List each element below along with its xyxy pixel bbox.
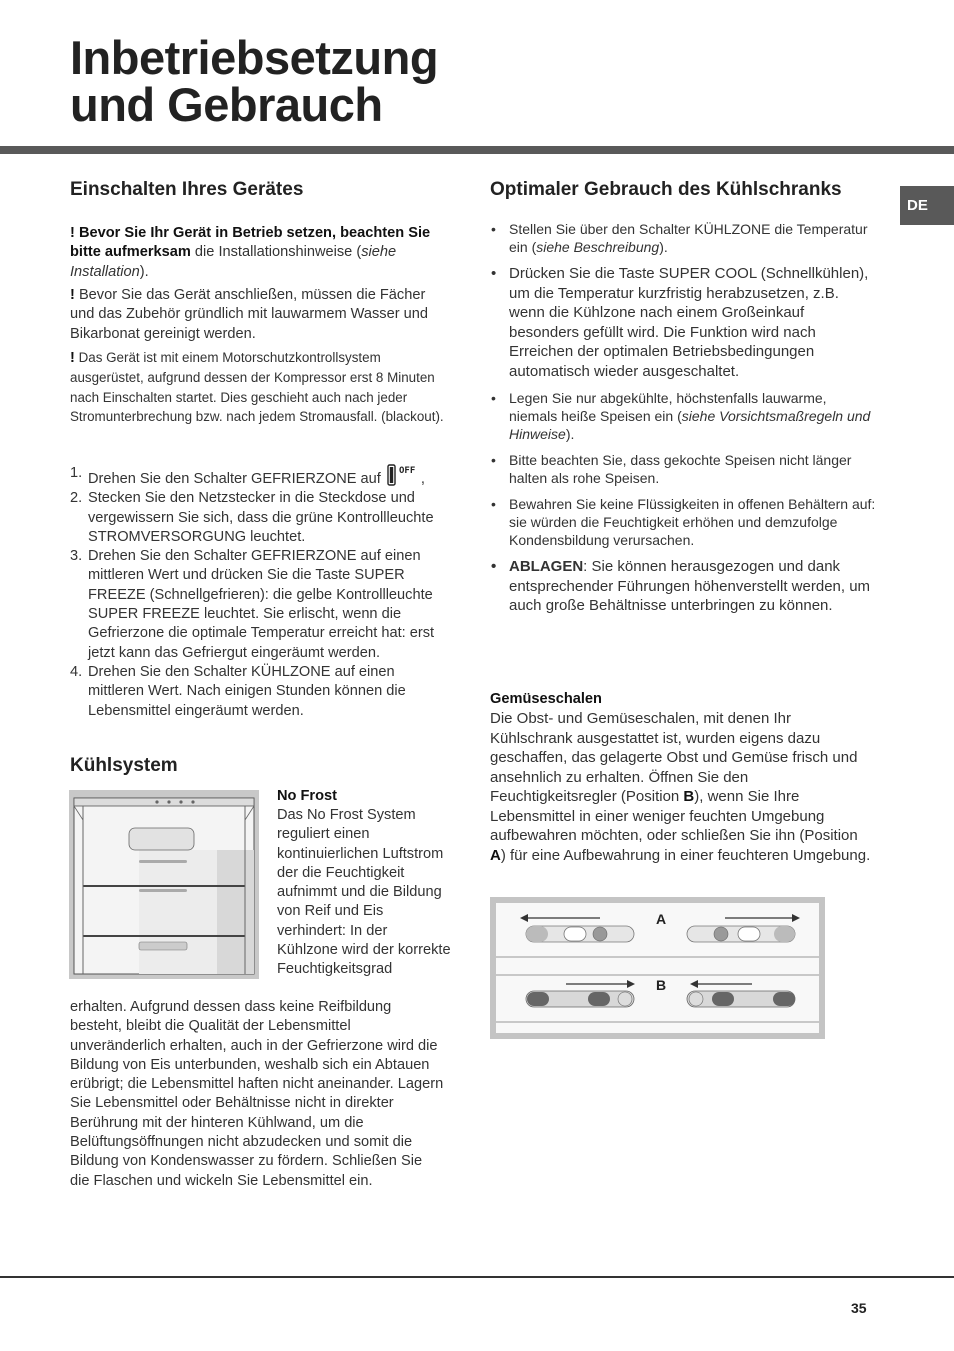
warning-paragraph-2 xyxy=(70,286,445,344)
step-text: Drehen Sie den Schalter KÜHLZONE auf einen mittleren Wert. Nach einigen Stunden können die Lebensmittel eingeräumt werden. xyxy=(88,663,406,719)
warning-paragraph-1 xyxy=(70,224,445,282)
list-item xyxy=(70,489,445,547)
bullet-dot: • xyxy=(491,221,496,237)
usage-tips-list xyxy=(491,220,876,616)
tip-italic: siehe Beschreibung xyxy=(536,239,660,255)
nofrost-heading: No Frost xyxy=(277,788,337,804)
bullet-dot: • xyxy=(491,390,496,406)
list-item xyxy=(491,264,876,381)
warning-paragraph-3 xyxy=(70,348,445,426)
section-heading-einschalten: Einschalten Ihres Gerätes xyxy=(70,179,304,200)
vegetable-drawers-text xyxy=(490,709,875,865)
tip-text: Bitte beachten Sie, dass gekochte Speisen nicht länger halten als rohe Speisen. xyxy=(509,452,852,486)
humidity-regulator-diagram xyxy=(490,897,825,1039)
section-heading-optimaler-gebrauch: Optimaler Gebrauch des Kühlschranks xyxy=(490,179,842,200)
section-heading-kuehlsystem: Kühlsystem xyxy=(70,755,178,776)
page-title xyxy=(70,31,670,131)
bullet-dot: • xyxy=(491,496,496,512)
off-label: OFF xyxy=(398,466,416,476)
page-title-line-2: und Gebrauch xyxy=(70,78,383,131)
step-number: 4. xyxy=(70,663,83,680)
bullet-dot: • xyxy=(491,265,497,282)
tip-italic: siehe Vorsichtsmaßregeln und Hinweise xyxy=(509,408,871,442)
step-number: 2. xyxy=(70,490,83,507)
tip-end: ). xyxy=(565,426,575,442)
step-suffix: , xyxy=(420,471,425,487)
list-item xyxy=(70,547,445,663)
veg-text-3: ) für eine Aufbewahrung in einer feuchteren Umgebung. xyxy=(500,846,871,864)
warning-1-end: ). xyxy=(139,263,149,280)
veg-position-b: B xyxy=(683,788,695,805)
list-item xyxy=(491,451,876,487)
bullet-dot: • xyxy=(491,452,496,468)
warning-1-bold: Bevor Sie Ihr Gerät in Betrieb setzen, beachten Sie bitte aufmerksam xyxy=(70,225,431,261)
vegetable-drawers-heading: Gemüseschalen xyxy=(490,691,602,707)
tip-text: Bewahren Sie keine Flüssigkeiten in offenen Behältern auf: sie würden die Feuchtigkeit erhöhen und demzufolge Kondensbildung verursachen. xyxy=(509,496,876,548)
warning-3-text: Das Gerät ist mit einem Motorschutzkontrollsystem ausgerüstet, aufgrund dessen der Kompressor erst 8 Minuten nach Einschalten startet. Dies geschieht auch nach jeder Stromunterbrechung bzw. nach jedem Stromausfall. (blackout). xyxy=(70,350,444,424)
warning-mark: ! xyxy=(70,225,75,241)
step-number: 1. xyxy=(70,465,83,481)
diagram-label-b: B xyxy=(656,977,667,993)
tip-text: Legen Sie nur abgekühlte, höchstenfalls lauwarme, niemals heiße Speisen ein ( xyxy=(509,390,827,424)
list-item xyxy=(70,663,445,721)
warning-1-text: die Installationshinweise ( xyxy=(194,244,362,261)
list-item xyxy=(491,220,876,256)
veg-text-1: Die Obst- und Gemüseschalen, mit denen Ihr Kühlschrank ausgestattet ist, wurden eigens dazu geschaffen, das gelagerte Obst und Gemüse frisch und ansehnlich zu erhalten. Öffnen Sie den Feuchtigkeitsregler (Position xyxy=(490,710,858,805)
step-number: 3. xyxy=(70,548,83,565)
nofrost-text-narrow: Das No Frost System reguliert einen kontinuierlichen Luftstrom der die Feuchtigkeit aufnimmt und die Bildung von Reif und Eis verhindert: In der Kühlzone wird der korrekte Feuchtigkeitsgrad xyxy=(277,807,451,978)
title-divider-bar xyxy=(0,146,954,154)
bullet-dot: • xyxy=(491,558,497,575)
list-item xyxy=(491,557,876,616)
step-text: Drehen Sie den Schalter GEFRIERZONE auf xyxy=(88,471,381,487)
step-text: Drehen Sie den Schalter GEFRIERZONE auf einen mittleren Wert und drücken Sie die Taste SUPER FREEZE (Schnellgefrieren): die gelbe Kontrollleuchte SUPER FREEZE leuchtet. Sie erlischt, wenn die Gefrierzone die optimale Temperatur erreicht hat: erst jetzt kann das Gefriergut eingeräumt werden. xyxy=(88,548,435,661)
nofrost-text-wide: erhalten. Aufgrund dessen dass keine Reifbildung besteht, bleibt die Qualität der Lebensmittel unveränderlich erhalten, auch in der Gefrierzone wird die Bildung von Eis unterbunden, weshalb sich ein Abtauen erübrigt; die Lebensmittel haften nicht aneinander. Lagern Sie Lebensmittel oder Behältnisse nicht in direkter Berührung mit der hinteren Kühlwand, um die Belüftungsöffnungen nicht abzudecken und somit die Bildung von Kondenswasser zu fördern. Schließen Sie die Flaschen und wickeln Sie Lebensmittel ein. xyxy=(70,999,444,1189)
warning-2-text: Bevor Sie das Gerät anschließen, müssen die Fächer und das Zubehör gründlich mit lauwarmem Wasser und Bikarbonat gereinigt werden. xyxy=(70,287,428,342)
warning-mark: ! xyxy=(70,350,75,366)
page-number: 35 xyxy=(851,1300,867,1316)
footer-divider xyxy=(0,1276,954,1278)
tip-text: Stellen Sie über den Schalter KÜHLZONE die Temperatur ein ( xyxy=(509,221,868,255)
step-text: Stecken Sie den Netzstecker in die Steckdose und vergewissern Sie sich, dass die grüne Kontrollleuchte STROMVERSORGUNG leuchtet. xyxy=(88,490,434,545)
language-tab: DE xyxy=(900,186,954,225)
fridge-interior-illustration xyxy=(69,790,259,979)
veg-position-a: A xyxy=(490,846,501,864)
page-title-line-1: Inbetriebsetzung xyxy=(70,31,439,84)
list-item xyxy=(491,389,876,443)
off-switch-icon xyxy=(387,464,421,486)
warning-1-italic: siehe Installation xyxy=(70,244,397,280)
setup-steps-list xyxy=(70,464,445,721)
diagram-label-a: A xyxy=(656,911,667,927)
ablagen-bold: ABLAGEN xyxy=(509,558,584,575)
tip-text: Drücken Sie die Taste SUPER COOL (Schnellkühlen), um die Temperatur kurzfristig herabzusetzen, z.B. wenn die Kühlzone nach einem Großeinkauf besonders gefüllt wird. Die Funktion wird nach Erreichen der optimalen Betriebsbedingungen automatisch wieder ausgeschaltet. xyxy=(509,265,869,380)
tip-end: ). xyxy=(659,239,668,255)
list-item xyxy=(70,464,445,489)
list-item xyxy=(491,495,876,549)
ablagen-text: : Sie können herausgezogen und dank entsprechender Führungen höhenverstellt werden, um auch große Behältnisse unterbringen zu können. xyxy=(509,558,871,614)
veg-text-2: ), wenn Sie Ihre Lebensmittel in einer weniger feuchten Umgebung aufbewahren möchten, oder schließen Sie ihn (Position xyxy=(490,788,858,844)
warning-mark: ! xyxy=(70,287,75,303)
